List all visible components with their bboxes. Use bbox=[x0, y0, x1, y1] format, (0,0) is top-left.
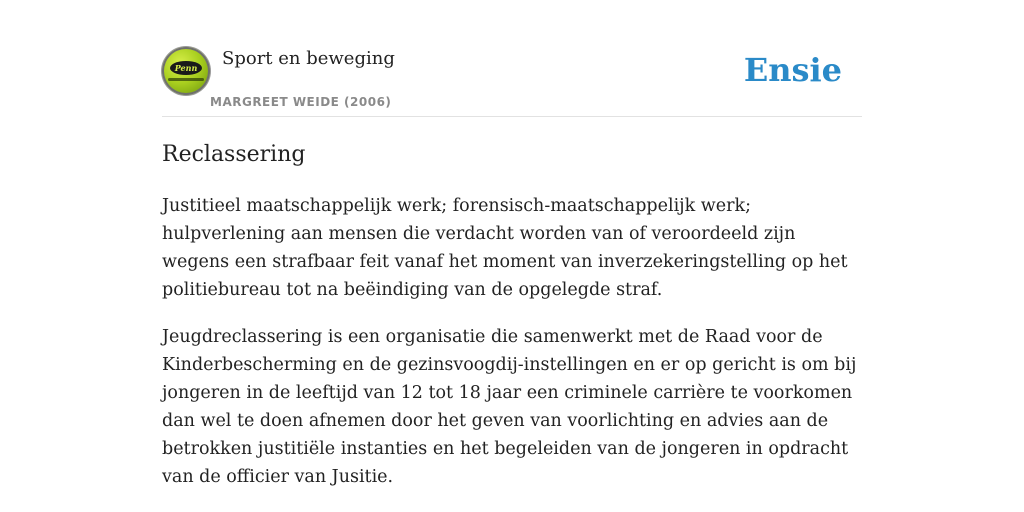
category-link[interactable]: Sport en beweging bbox=[222, 48, 395, 69]
brand-logo[interactable]: Ensie bbox=[743, 51, 842, 89]
body-paragraph: Justitieel maatschappelijk werk; forensisch-maatschappelijk werk; hulpverlening aan mensen die verdacht worden van of veroordeeld zijn wegens een strafbaar feit vanaf het moment van inverzekeringstelling op het politiebureau tot na beëindiging van de opgelegde straf. bbox=[162, 196, 848, 300]
avatar[interactable] bbox=[162, 47, 210, 95]
author-credit: MARGREET WEIDE (2006) bbox=[210, 95, 392, 109]
body-paragraph: Jeugdreclassering is een organisatie die samenwerkt met de Raad voor de Kinderbescherming en de gezinsvoogdij-instellingen en er op gericht is om bij jongeren in de leeftijd van 12 tot 18 jaar een criminele carrière te voorkomen dan wel te doen afnemen door het geven van voorlichting en advies aan de betrokken justitiële instanties en het begeleiden van de jongeren in opdracht van de officier van Jusitie. bbox=[162, 327, 857, 487]
tennis-ball-seam bbox=[168, 78, 204, 81]
entry-header bbox=[162, 40, 862, 117]
entry-title: Reclassering bbox=[162, 142, 306, 167]
tennis-ball-logo-icon: Penn bbox=[170, 61, 202, 75]
entry-body bbox=[162, 192, 862, 510]
